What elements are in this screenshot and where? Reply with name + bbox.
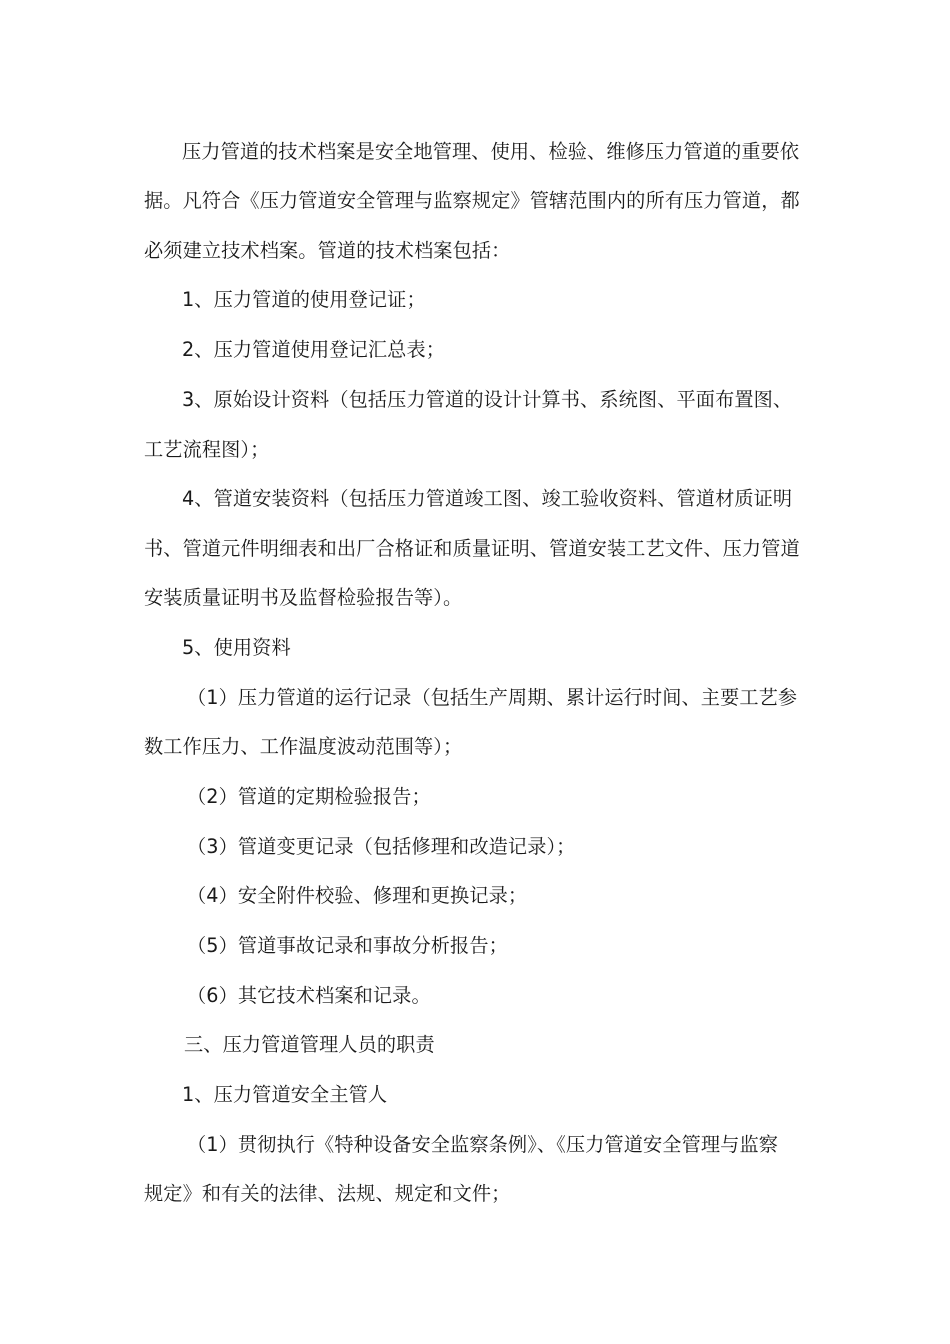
list-item: 4、管道安装资料（包括压力管道竣工图、竣工验收资料、管道材质证明: [182, 487, 793, 510]
list-item: 5、使用资料: [182, 636, 291, 659]
sub-list-item: （4）安全附件校验、修理和更换记录；: [187, 884, 528, 907]
sub-list-item: （3）管道变更记录（包括修理和改造记录）；: [187, 835, 576, 858]
list-item: 2、压力管道使用登记汇总表；: [182, 338, 446, 361]
sub-list-item: （2）管道的定期检验报告；: [187, 785, 431, 808]
list-item: 1、压力管道的使用登记证；: [182, 288, 426, 311]
sub-list-item: （1）压力管道的运行记录（包括生产周期、累计运行时间、主要工艺参: [187, 686, 798, 709]
subsection-heading: 1、压力管道安全主管人: [182, 1083, 388, 1106]
sub-list-item-continuation: 规定》和有关的法律、法规、规定和文件；: [144, 1182, 511, 1205]
list-item: 3、原始设计资料（包括压力管道的设计计算书、系统图、平面布置图、: [182, 388, 793, 411]
section-heading: 三、压力管道管理人员的职责: [184, 1033, 435, 1056]
sub-list-item: （1）贯彻执行《特种设备安全监察条例》、《压力管道安全管理与监察: [187, 1133, 779, 1156]
paragraph-line: 据。凡符合《压力管道安全管理与监察规定》管辖范围内的所有压力管道，都: [144, 189, 800, 212]
list-item-continuation: 书、管道元件明细表和出厂合格证和质量证明、管道安装工艺文件、压力管道: [144, 537, 800, 560]
list-item-continuation: 工艺流程图）；: [144, 438, 270, 461]
sub-list-item: （5）管道事故记录和事故分析报告；: [187, 934, 508, 957]
sub-list-item-continuation: 数工作压力、工作温度波动范围等）；: [144, 735, 463, 758]
sub-list-item: （6）其它技术档案和记录。: [187, 984, 431, 1007]
paragraph-line: 压力管道的技术档案是安全地管理、使用、检验、维修压力管道的重要依: [182, 140, 800, 163]
list-item-continuation: 安装质量证明书及监督检验报告等）。: [144, 586, 463, 609]
paragraph-line: 必须建立技术档案。管道的技术档案包括：: [144, 239, 511, 262]
